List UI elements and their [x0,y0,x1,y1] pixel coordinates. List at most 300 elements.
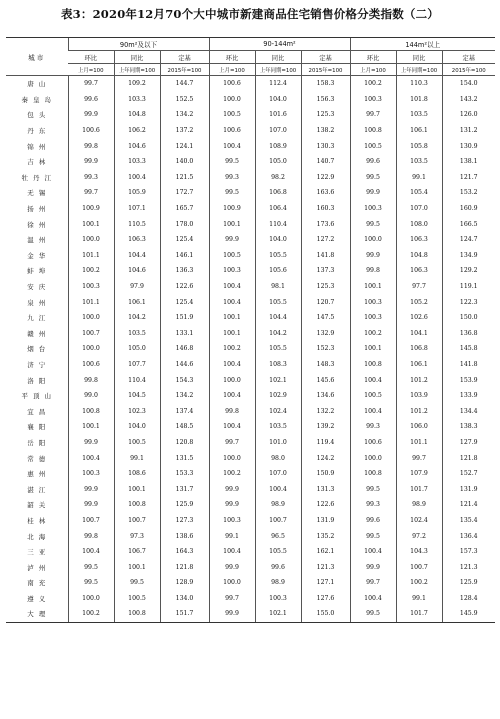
city-cell: 丹东 [27,127,51,136]
city-cell: 平顶山 [21,392,56,401]
medium-yoy-cell: 108.3 [255,357,301,373]
medium-mom-cell: 100.9 [209,201,255,217]
medium-base-cell: 135.2 [301,528,350,544]
sub-header-base: 定基 [301,51,350,64]
small-base-cell: 122.6 [160,279,209,295]
small-base-cell: 125.4 [160,294,209,310]
small-mom-cell: 99.3 [68,170,114,186]
table-row [6,606,495,622]
medium-yoy-cell: 104.0 [255,232,301,248]
large-yoy-cell: 99.7 [396,450,442,466]
medium-base-cell: 119.4 [301,435,350,451]
medium-yoy-cell: 107.0 [255,123,301,139]
large-base-cell: 119.1 [442,279,495,295]
table-row [6,559,495,575]
large-base-cell: 126.0 [442,107,495,123]
small-mom-cell: 100.0 [68,310,114,326]
medium-mom-cell: 100.3 [209,263,255,279]
medium-yoy-cell: 101.6 [255,107,301,123]
medium-base-cell: 152.3 [301,341,350,357]
small-base-cell: 131.7 [160,481,209,497]
large-base-cell: 121.4 [442,497,495,513]
large-base-cell: 125.9 [442,575,495,591]
small-mom-cell: 99.9 [68,481,114,497]
large-yoy-cell: 99.1 [396,170,442,186]
medium-base-cell: 163.6 [301,185,350,201]
small-base-cell: 137.4 [160,403,209,419]
small-base-cell: 131.5 [160,450,209,466]
unit-label-mom: 上月=100 [209,64,255,76]
city-cell: 遵义 [27,594,51,603]
small-base-cell: 138.6 [160,528,209,544]
large-base-cell: 141.8 [442,357,495,373]
large-base-cell: 131.2 [442,123,495,139]
medium-yoy-cell: 108.9 [255,138,301,154]
large-mom-cell: 100.8 [350,357,396,373]
small-base-cell: 146.8 [160,341,209,357]
small-yoy-cell: 106.3 [114,232,160,248]
large-mom-cell: 100.4 [350,591,396,607]
large-base-cell: 152.7 [442,466,495,482]
unit-label-base: 2015年=100 [301,64,350,76]
large-base-cell: 157.3 [442,544,495,560]
large-mom-cell: 99.7 [350,107,396,123]
medium-yoy-cell: 102.1 [255,372,301,388]
small-mom-cell: 99.8 [68,528,114,544]
large-base-cell: 145.9 [442,606,495,622]
small-mom-cell: 101.1 [68,248,114,264]
city-cell: 湛江 [27,485,51,494]
medium-mom-cell: 100.4 [209,294,255,310]
large-mom-cell: 100.0 [350,450,396,466]
small-mom-cell: 100.0 [68,341,114,357]
medium-base-cell: 131.3 [301,481,350,497]
small-mom-cell: 101.1 [68,294,114,310]
small-yoy-cell: 99.5 [114,575,160,591]
small-mom-cell: 100.6 [68,123,114,139]
small-yoy-cell: 103.3 [114,92,160,108]
medium-mom-cell: 100.3 [209,513,255,529]
small-yoy-cell: 97.9 [114,279,160,295]
large-mom-cell: 100.4 [350,544,396,560]
small-base-cell: 144.7 [160,76,209,92]
small-mom-cell: 100.8 [68,403,114,419]
small-yoy-cell: 100.8 [114,497,160,513]
small-yoy-cell: 104.6 [114,138,160,154]
large-yoy-cell: 106.8 [396,341,442,357]
city-column-header: 城市 [6,38,68,76]
medium-mom-cell: 99.7 [209,435,255,451]
city-cell: 秦皇岛 [21,95,56,104]
small-base-cell: 152.5 [160,92,209,108]
small-yoy-cell: 100.5 [114,435,160,451]
small-yoy-cell: 107.1 [114,201,160,217]
city-cell: 蚌埠 [27,267,51,276]
table-row [6,294,495,310]
city-cell: 宜昌 [27,407,51,416]
large-base-cell: 154.0 [442,76,495,92]
small-base-cell: 164.3 [160,544,209,560]
table-row [6,201,495,217]
table-row [6,357,495,373]
large-yoy-cell: 106.3 [396,232,442,248]
large-yoy-cell: 106.3 [396,263,442,279]
unit-label-yoy: 上年同期=100 [396,64,442,76]
large-base-cell: 124.7 [442,232,495,248]
small-yoy-cell: 106.7 [114,544,160,560]
sub-header-mom: 环比 [209,51,255,64]
large-base-cell: 133.9 [442,388,495,404]
medium-base-cell: 132.9 [301,326,350,342]
small-yoy-cell: 107.7 [114,357,160,373]
small-yoy-cell: 104.4 [114,248,160,264]
city-cell: 徐州 [27,220,51,229]
large-mom-cell: 99.9 [350,248,396,264]
medium-yoy-cell: 98.2 [255,170,301,186]
small-mom-cell: 100.0 [68,591,114,607]
small-base-cell: 120.8 [160,435,209,451]
large-yoy-cell: 103.9 [396,388,442,404]
table-row [6,575,495,591]
small-yoy-cell: 105.9 [114,185,160,201]
large-mom-cell: 99.5 [350,216,396,232]
city-cell: 九江 [27,314,51,323]
medium-yoy-cell: 100.7 [255,513,301,529]
medium-mom-cell: 100.6 [209,123,255,139]
medium-yoy-cell: 104.0 [255,92,301,108]
small-yoy-cell: 110.4 [114,372,160,388]
small-mom-cell: 99.5 [68,575,114,591]
medium-yoy-cell: 105.5 [255,248,301,264]
medium-yoy-cell: 98.0 [255,450,301,466]
medium-yoy-cell: 104.4 [255,310,301,326]
medium-mom-cell: 100.2 [209,341,255,357]
large-mom-cell: 99.8 [350,263,396,279]
large-yoy-cell: 101.2 [396,403,442,419]
small-base-cell: 178.0 [160,216,209,232]
unit-header-row [6,64,495,76]
group-header-medium: 90-144m² [209,38,350,51]
medium-mom-cell: 100.0 [209,575,255,591]
large-yoy-cell: 104.8 [396,248,442,264]
small-yoy-cell: 102.3 [114,403,160,419]
city-cell: 赣州 [27,329,51,338]
small-base-cell: 128.9 [160,575,209,591]
small-mom-cell: 99.9 [68,435,114,451]
large-yoy-cell: 101.7 [396,606,442,622]
small-yoy-cell: 106.1 [114,294,160,310]
medium-base-cell: 150.9 [301,466,350,482]
small-base-cell: 121.5 [160,170,209,186]
city-cell: 吉林 [27,158,51,167]
medium-yoy-cell: 102.1 [255,606,301,622]
small-base-cell: 125.9 [160,497,209,513]
city-cell: 桂林 [27,516,51,525]
large-base-cell: 121.7 [442,170,495,186]
medium-mom-cell: 99.9 [209,481,255,497]
large-base-cell: 150.0 [442,310,495,326]
small-yoy-cell: 103.5 [114,326,160,342]
small-base-cell: 153.3 [160,466,209,482]
medium-yoy-cell: 103.5 [255,419,301,435]
table-row [6,591,495,607]
small-mom-cell: 100.2 [68,606,114,622]
table-row [6,138,495,154]
small-yoy-cell: 99.1 [114,450,160,466]
medium-mom-cell: 99.1 [209,528,255,544]
medium-mom-cell: 100.4 [209,138,255,154]
small-yoy-cell: 100.1 [114,481,160,497]
medium-base-cell: 139.2 [301,419,350,435]
small-base-cell: 133.1 [160,326,209,342]
medium-base-cell: 158.3 [301,76,350,92]
medium-mom-cell: 100.0 [209,372,255,388]
medium-base-cell: 130.3 [301,138,350,154]
medium-base-cell: 120.7 [301,294,350,310]
medium-base-cell: 132.2 [301,403,350,419]
medium-base-cell: 140.7 [301,154,350,170]
small-mom-cell: 99.5 [68,559,114,575]
large-mom-cell: 99.7 [350,575,396,591]
city-cell: 安庆 [27,283,51,292]
small-base-cell: 140.0 [160,154,209,170]
table-row [6,419,495,435]
small-yoy-cell: 100.7 [114,513,160,529]
medium-yoy-cell: 96.5 [255,528,301,544]
small-base-cell: 127.3 [160,513,209,529]
large-mom-cell: 99.9 [350,559,396,575]
sub-header-row [6,51,495,64]
small-mom-cell: 100.7 [68,326,114,342]
large-mom-cell: 99.6 [350,154,396,170]
medium-mom-cell: 100.5 [209,107,255,123]
table-row [6,92,495,108]
small-yoy-cell: 104.0 [114,419,160,435]
large-mom-cell: 100.6 [350,435,396,451]
table-row [6,513,495,529]
table-row [6,232,495,248]
small-mom-cell: 100.7 [68,513,114,529]
medium-mom-cell: 100.6 [209,76,255,92]
large-yoy-cell: 103.5 [396,154,442,170]
large-base-cell: 122.3 [442,294,495,310]
small-yoy-cell: 104.6 [114,263,160,279]
large-base-cell: 131.9 [442,481,495,497]
city-cell: 岳阳 [27,438,51,447]
medium-mom-cell: 99.9 [209,559,255,575]
large-base-cell: 128.4 [442,591,495,607]
small-yoy-cell: 105.0 [114,341,160,357]
large-yoy-cell: 105.4 [396,185,442,201]
small-yoy-cell: 104.2 [114,310,160,326]
small-base-cell: 136.3 [160,263,209,279]
medium-base-cell: 127.6 [301,591,350,607]
small-mom-cell: 100.2 [68,263,114,279]
large-mom-cell: 99.5 [350,528,396,544]
small-mom-cell: 99.6 [68,92,114,108]
large-mom-cell: 100.3 [350,310,396,326]
large-mom-cell: 100.8 [350,123,396,139]
table-row [6,123,495,139]
medium-mom-cell: 100.1 [209,216,255,232]
medium-yoy-cell: 102.9 [255,388,301,404]
price-index-table [6,38,495,623]
small-base-cell: 137.2 [160,123,209,139]
small-mom-cell: 100.0 [68,232,114,248]
large-yoy-cell: 106.1 [396,357,442,373]
small-base-cell: 146.1 [160,248,209,264]
unit-label-yoy: 上年同期=100 [114,64,160,76]
city-cell: 温州 [27,236,51,245]
small-mom-cell: 99.9 [68,154,114,170]
city-cell: 北海 [27,532,51,541]
medium-mom-cell: 99.8 [209,403,255,419]
unit-label-mom: 上月=100 [350,64,396,76]
small-mom-cell: 100.9 [68,201,114,217]
medium-base-cell: 124.2 [301,450,350,466]
city-cell: 扬州 [27,205,51,214]
small-mom-cell: 99.7 [68,185,114,201]
medium-mom-cell: 99.9 [209,606,255,622]
small-yoy-cell: 103.3 [114,154,160,170]
large-yoy-cell: 103.5 [396,107,442,123]
small-mom-cell: 100.1 [68,216,114,232]
city-cell: 三亚 [27,548,51,557]
medium-mom-cell: 100.1 [209,310,255,326]
medium-yoy-cell: 105.5 [255,544,301,560]
large-base-cell: 153.2 [442,185,495,201]
medium-base-cell: 155.0 [301,606,350,622]
large-yoy-cell: 101.2 [396,372,442,388]
medium-base-cell: 173.6 [301,216,350,232]
medium-yoy-cell: 100.3 [255,591,301,607]
large-yoy-cell: 108.0 [396,216,442,232]
city-cell: 济宁 [27,360,51,369]
large-base-cell: 145.8 [442,341,495,357]
table-row [6,388,495,404]
large-yoy-cell: 101.1 [396,435,442,451]
medium-yoy-cell: 105.0 [255,154,301,170]
medium-base-cell: 131.9 [301,513,350,529]
large-yoy-cell: 100.7 [396,559,442,575]
city-cell: 唐山 [27,80,51,89]
medium-yoy-cell: 98.9 [255,497,301,513]
sub-header-yoy: 同比 [255,51,301,64]
medium-base-cell: 137.3 [301,263,350,279]
medium-base-cell: 127.1 [301,575,350,591]
table-row [6,341,495,357]
large-base-cell: 130.9 [442,138,495,154]
small-mom-cell: 100.6 [68,357,114,373]
city-cell: 包头 [27,111,51,120]
table-row [6,326,495,342]
medium-base-cell: 162.1 [301,544,350,560]
medium-mom-cell: 100.4 [209,419,255,435]
medium-base-cell: 125.3 [301,279,350,295]
table-row [6,372,495,388]
sub-header-yoy: 同比 [114,51,160,64]
medium-yoy-cell: 100.4 [255,481,301,497]
large-base-cell: 121.3 [442,559,495,575]
large-mom-cell: 100.1 [350,279,396,295]
medium-base-cell: 122.9 [301,170,350,186]
small-mom-cell: 100.4 [68,544,114,560]
small-base-cell: 154.3 [160,372,209,388]
small-base-cell: 144.6 [160,357,209,373]
medium-yoy-cell: 106.4 [255,201,301,217]
medium-mom-cell: 99.3 [209,170,255,186]
small-yoy-cell: 104.5 [114,388,160,404]
large-mom-cell: 100.4 [350,372,396,388]
city-cell: 韶关 [27,501,51,510]
small-yoy-cell: 97.3 [114,528,160,544]
large-mom-cell: 99.9 [350,185,396,201]
table-row [6,528,495,544]
table-row [6,450,495,466]
medium-base-cell: 160.3 [301,201,350,217]
medium-base-cell: 122.6 [301,497,350,513]
small-yoy-cell: 109.2 [114,76,160,92]
small-yoy-cell: 104.8 [114,107,160,123]
medium-mom-cell: 100.4 [209,357,255,373]
unit-label-mom: 上月=100 [68,64,114,76]
table-row [6,544,495,560]
unit-label-base: 2015年=100 [160,64,209,76]
medium-mom-cell: 100.4 [209,279,255,295]
large-base-cell: 166.5 [442,216,495,232]
medium-yoy-cell: 104.2 [255,326,301,342]
large-yoy-cell: 107.9 [396,466,442,482]
medium-mom-cell: 100.4 [209,544,255,560]
large-yoy-cell: 110.3 [396,76,442,92]
city-cell: 金华 [27,251,51,260]
large-mom-cell: 100.5 [350,388,396,404]
large-base-cell: 160.9 [442,201,495,217]
large-mom-cell: 99.3 [350,497,396,513]
large-base-cell: 138.1 [442,154,495,170]
table-row [6,435,495,451]
table-row [6,170,495,186]
sub-header-mom: 环比 [350,51,396,64]
large-mom-cell: 100.8 [350,466,396,482]
table-row [6,466,495,482]
medium-yoy-cell: 107.0 [255,466,301,482]
medium-yoy-cell: 105.6 [255,263,301,279]
large-mom-cell: 100.3 [350,201,396,217]
small-base-cell: 124.1 [160,138,209,154]
large-base-cell: 129.2 [442,263,495,279]
table-row [6,279,495,295]
medium-base-cell: 156.3 [301,92,350,108]
small-base-cell: 151.7 [160,606,209,622]
table-row [6,185,495,201]
large-yoy-cell: 106.0 [396,419,442,435]
medium-mom-cell: 100.5 [209,248,255,264]
large-mom-cell: 99.6 [350,513,396,529]
large-base-cell: 138.3 [442,419,495,435]
medium-mom-cell: 99.9 [209,497,255,513]
medium-mom-cell: 99.5 [209,185,255,201]
large-mom-cell: 100.5 [350,138,396,154]
large-mom-cell: 100.1 [350,341,396,357]
large-yoy-cell: 105.8 [396,138,442,154]
large-yoy-cell: 100.2 [396,575,442,591]
city-cell: 泸州 [27,563,51,572]
small-base-cell: 121.8 [160,559,209,575]
medium-mom-cell: 99.9 [209,232,255,248]
table-row [6,76,495,92]
table-row [6,216,495,232]
